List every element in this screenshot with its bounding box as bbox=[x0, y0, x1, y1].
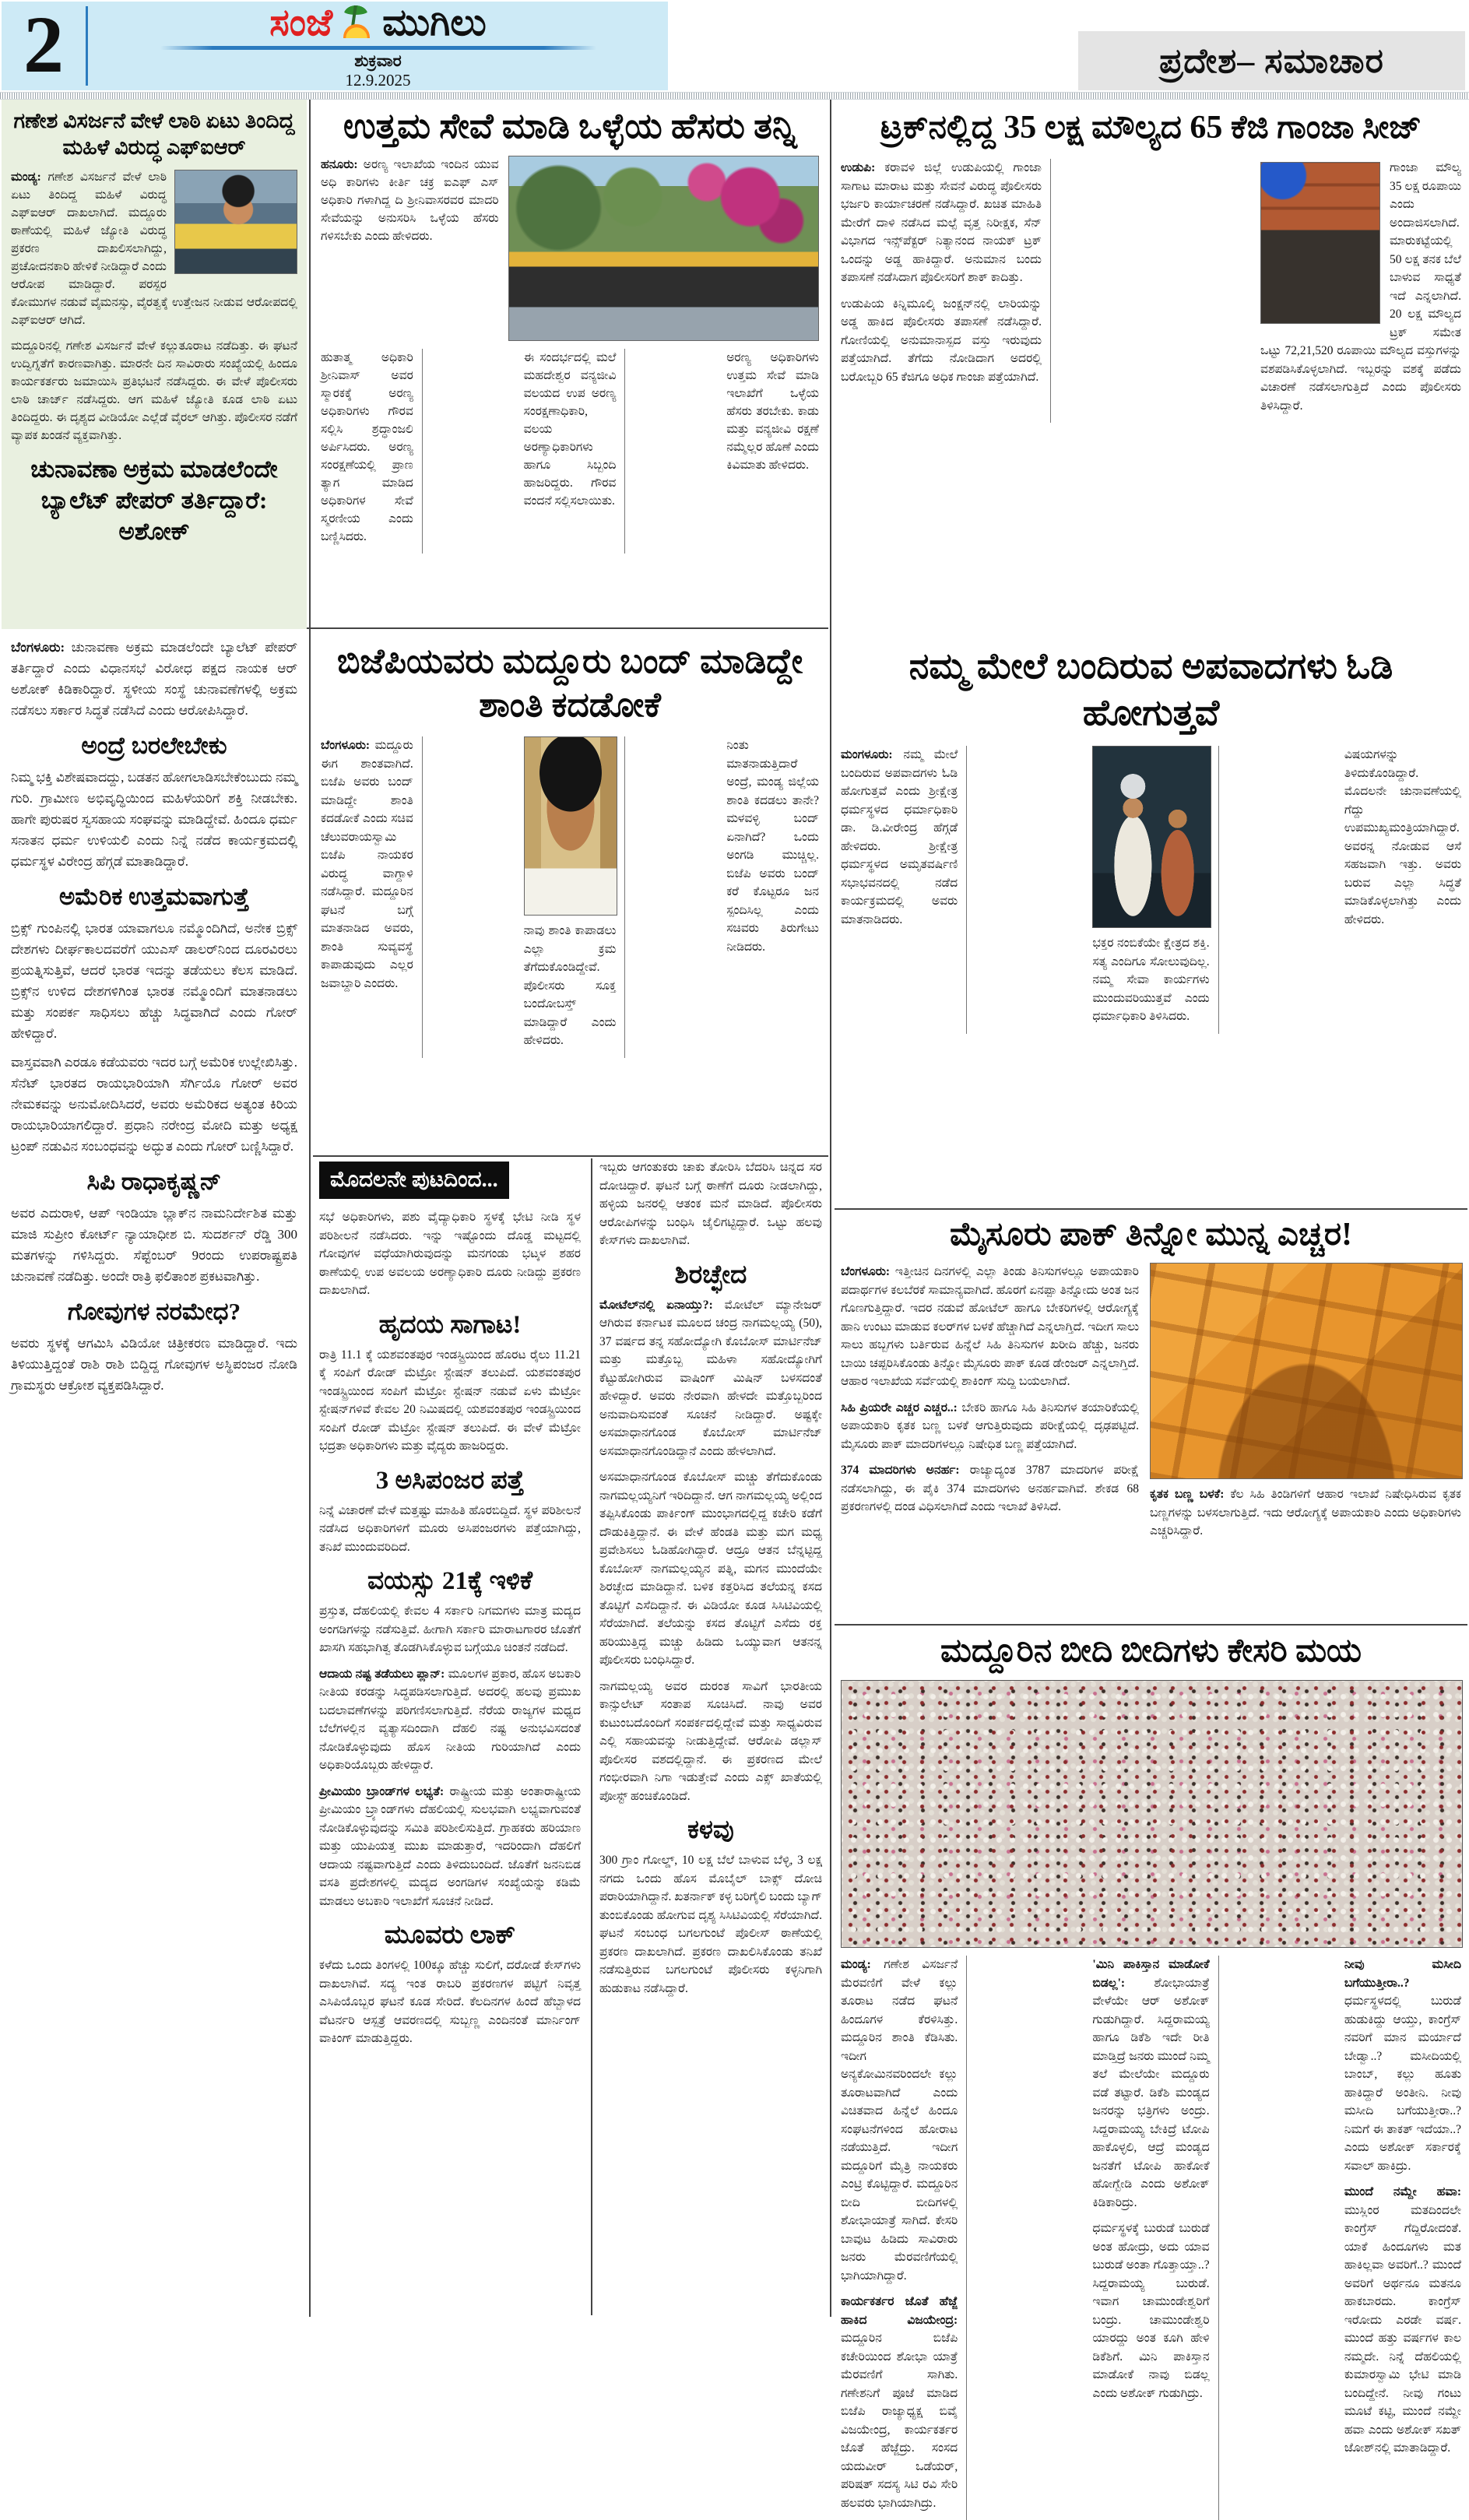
article-mpak-headline: ಮೈಸೂರು ಪಾಕ್ ತಿನ್ನೋ ಮುನ್ನ ಎಚ್ಚರ! bbox=[949, 1217, 1353, 1253]
cont2-head-age: ವಯಸ್ಸು 21ಕ್ಕೆ ಇಳಿಕೆ bbox=[367, 1567, 533, 1595]
mpak-inline-head-warning: ಸಿಹಿ ಪ್ರಿಯರೇ ಎಚ್ಚರ ಎಚ್ಚರ..: bbox=[841, 1401, 958, 1415]
cont2-body-4: ಮೂಲಗಳ ಪ್ರಕಾರ, ಹೊಸ ಅಬಕಾರಿ ನೀತಿಯ ಕರಡನ್ನು ಸಿದ್ಧಪಡಿಸಲಾಗುತ್ತಿದೆ. ಅದರಲ್ಲಿ ಹಲವು ಪ್ರಮುಖ ಬದಲಾವಣೆಗಳನ್ನು ಪರಿಗಣಿಸಲಾಗುತ್ತಿದೆ. ನೆರೆಯ ರಾಜ್ಯಗಳ ಮಧ್ಯದ ಬೆಲೆಗಳಲ್ಲಿನ ವ್ಯತ್ಯಾಸದಿಂದಾಗಿ ದೆಹಲಿ ನಷ್ಟ ಅನುಭವಿಸದಂತೆ ನೋಡಿಕೊಳ್ಳುವುದು ಹೊಸ ನೀತಿಯ ಗುರಿಯಾಗಿದೆ ಎಂದು ಅಧಿಕಾರಿಯೊಬ್ಬರು ಹೇಳಿದ್ದಾರೆ. bbox=[319, 1667, 582, 1772]
article-mpak-body-2: ಬೇಕರಿ ಹಾಗೂ ಸಿಹಿ ತಿನಿಸುಗಳ ತಯಾರಿಕೆಯಲ್ಲಿ ಅಪಾಯಕಾರಿ ಕೃತಕ ಬಣ್ಣ ಬಳಕೆ ಆಗುತ್ತಿರುವುದು ಪರೀಕ್ಷೆಯಲ್ಲಿ ದೃಢಪಟ್ಟಿದೆ. ಮೈಸೂರು ಪಾಕ್ ಮಾದರಿಗಳಲ್ಲೂ ನಿಷೇಧಿತ ಬಣ್ಣ ಪತ್ತೆಯಾಗಿದೆ. bbox=[841, 1401, 1139, 1451]
heggade-event-photo bbox=[1092, 746, 1211, 928]
article-seva-col-1: ಹುತಾತ್ಮ ಅಧಿಕಾರಿ ಶ್ರೀನಿವಾಸ್ ಅವರ ಸ್ಮಾರಕಕ್ಕೆ ಅರಣ್ಯ ಅಧಿಕಾರಿಗಳು ಗೌರವ ಸಲ್ಲಿಸಿ ಶ್ರದ್ಧಾಂಜಲಿ ಅರ್ಪಿಸಿದರು. ಅರಣ್ಯ ಸಂರಕ್ಷಣೆಯಲ್ಲಿ ಪ್ರಾಣ ತ್ಯಾಗ ಮಾಡಿದ ಅಧಿಕಾರಿಗಳ ಸೇವೆ ಸ್ಮರಣೀಯ ಎಂದು ಬಣ್ಣಿಸಿದರು. bbox=[321, 351, 413, 543]
article-ganja-body-1: ಕರಾವಳಿ ಜಿಲ್ಲೆ ಉಡುಪಿಯಲ್ಲಿ ಗಾಂಜಾ ಸಾಗಾಟ ಮಾರಾಟ ಮತ್ತು ಸೇವನೆ ವಿರುದ್ಧ ಪೊಲೀಸರು ಭರ್ಜರಿ ಕಾರ್ಯಾಚರಣೆ ನಡೆಸಿದ್ದಾರೆ. ಖಚಿತ ಮಾಹಿತಿ ಮೇರೆಗೆ ದಾಳಿ ನಡೆಸಿದ ಮಲ್ಪೆ ವೃತ್ತ ನಿರೀಕ್ಷಕ, ಸೆನ್ ವಿಭಾಗದ ಇನ್ಸ್‌ಪೆಕ್ಟರ್ ನಿತ್ಯಾನಂದ ನಾಯಕ್ ಟ್ರಕ್ ಒಂದನ್ನು ಅಡ್ಡ ಹಾಕಿದ್ದಾರೆ. ಅನುಮಾನ ಬಂದು ತಪಾಸಣೆ ನಡೆಸಿದಾಗ ಪೊಲೀಸರಿಗೆ ಶಾಕ್ ಕಾದಿತ್ತು. bbox=[841, 161, 1042, 284]
brief-cp-headline: ಸಿಪಿ ರಾಧಾಕೃಷ್ಣನ್ bbox=[86, 1168, 222, 1195]
mpak-inline-head-374: 374 ಮಾದರಿಗಳು ಅನರ್ಹ: bbox=[841, 1464, 960, 1477]
cont2-head-lock: ಮೂವರು ಲಾಕ್ bbox=[384, 1921, 516, 1949]
weekday: ಶುಕ್ರವಾರ bbox=[354, 51, 402, 70]
article-heggade-col-2: ಭಕ್ತರ ನಂಬಿಕೆಯೇ ಕ್ಷೇತ್ರದ ಶಕ್ತಿ. ಸತ್ಯ ಎಂದಿಗೂ ಸೋಲುವುದಿಲ್ಲ. ನಮ್ಮ ಸೇವಾ ಕಾರ್ಯಗಳು ಮುಂದುವರಿಯುತ್ತವೆ ಎಂದು ಧರ್ಮಾಧಿಕಾರಿ ತಿಳಿಸಿದರು. bbox=[1092, 937, 1210, 1023]
article-mpak-body-3: ರಾಜ್ಯಾದ್ಯಂತ 3787 ಮಾದರಿಗಳ ಪರೀಕ್ಷೆ ನಡೆಸಲಾಗಿದ್ದು, ಈ ಪೈಕಿ 374 ಮಾದರಿಗಳು ಅನರ್ಹವಾಗಿವೆ. ಶೇಕಡ 68 ಪ್ರಕರಣಗಳಲ್ಲಿ ದಂಡ ವಿಧಿಸಲಾಗಿದೆ ಎಂದು ಇಲಾಖೆ ತಿಳಿಸಿದೆ. bbox=[841, 1464, 1139, 1513]
article-seva-dateline: ಹನೂರು: bbox=[321, 158, 358, 171]
article-bjp-bandh bbox=[313, 632, 827, 1155]
article-mpak-dateline: ಬೆಂಗಳೂರು: bbox=[841, 1265, 891, 1278]
article-fir bbox=[2, 100, 307, 629]
article-ballot-dateline: ಬೆಂಗಳೂರು: bbox=[11, 640, 65, 655]
column-rule-left bbox=[309, 100, 311, 2317]
cont2-body-1: ರಾತ್ರಿ 11.1 ಕ್ಕೆ ಯಶವಂತಪುರ ಇಂಡಸ್ಟ್ರಿಯಿಂದ ಹೊರಟ ರೈಲು 11.21 ಕ್ಕೆ ಸಂಪಿಗೆ ರೋಡ್ ಮೆಟ್ರೋ ಸ್ಟೇಷನ್ ತಲುಪಿದೆ. ಯಶವಂತಪುರ ಇಂಡಸ್ಟ್ರಿಯಿಂದ ಸಂಪಿಗೆ ಮೆಟ್ರೋ ಸ್ಟೇಷನ್ ನಡುವೆ ಏಳು ಮೆಟ್ರೋ ಸ್ಟೇಷನ್‌ಗಳಿವೆ ಕೇವಲ 20 ನಿಮಿಷದಲ್ಲಿ ಯಶವಂತಪುರ ಇಂಡಸ್ಟ್ರಿಯಿಂದ ಸಂಪಿಗೆ ರೋಡ್ ಮೆಟ್ರೋ ಸ್ಟೇಷನ್ ತಲುಪಿದೆ. ಈ ವೇಳೆ ಮೆಟ್ರೋ ಭದ್ರತಾ ಅಧಿಕಾರಿಗಳು ಮತ್ತು ವೈದ್ಯರು ಹಾಜರಿದ್ದರು. bbox=[319, 1348, 581, 1453]
brief-cow-headline: ಗೋವುಗಳ ನರಮೇಧ? bbox=[67, 1298, 241, 1325]
section-rule-3 bbox=[835, 1208, 1467, 1210]
article-bjp-col-2: ನಾವು ಶಾಂತಿ ಕಾಪಾಡಲು ಎಲ್ಲಾ ಕ್ರಮ ತೆಗೆದುಕೊಂಡಿದ್ದೇವೆ. ಪೊಲೀಸರು ಸೂಕ್ತ ಬಂದೋಬಸ್ತ್ ಮಾಡಿದ್ದಾರೆ ಎಂದು ಹೇಳಿದರು. bbox=[523, 924, 617, 1047]
article-heggade-headline: ನಮ್ಮ ಮೇಲೆ ಬಂದಿರುವ ಅಪವಾದಗಳು ಓಡಿ ಹೋಗುತ್ತವೆ bbox=[908, 646, 1393, 733]
article-kesari-col3b: ಮುಸ್ಲಿಂರ ಮತದಿಂದಲೇ ಕಾಂಗ್ರೆಸ್ ಗೆದ್ದಿರೋದಂತೆ. ಯಾಕೆ ಹಿಂದೂಗಳು ಮತ ಹಾಕಿಲ್ಲವಾ ಅವರಿಗೆ..? ಮುಂದೆ ಅವರಿಗೆ ಅರ್ಥನೂ ಮತನೂ ಹಾಕಬಾರದು. ಕಾಂಗ್ರೆಸ್ ಇರೋದು ಎರಡೇ ವರ್ಷ. ಮುಂದೆ ಹತ್ತು ವರ್ಷಗಳ ಕಾಲ ನಮ್ಮದೇ. ನಿನ್ನೆ ದೆಹಲಿಯಲ್ಲಿ ಕುಮಾರಸ್ವಾಮಿ ಭೇಟಿ ಮಾಡಿ ಬಂದಿದ್ದೇನೆ. ನೀವು ಗಂಟು ಮೂಟೆ ಕಟ್ಟಿ, ಮುಂದೆ ನಮ್ದೇ ಹವಾ ಎಂದು ಅಶೋಕ್ ಸಖತ್ ಜೋಶ್‌ನಲ್ಲಿ ಮಾತಾಡಿದ್ದಾರೆ. bbox=[1344, 2203, 1462, 2455]
article-seva-lead: ಅರಣ್ಯ ಇಲಾಖೆಯ ಇಂದಿನ ಯುವ ಅಧಿ ಕಾರಿಗಳು ಕೀರ್ತಿ ಚಕ್ರ ಐಎಫ್ ಎಸ್ ಅಧಿಕಾರಿ ಗಳಾಗಿದ್ದ ದಿ ಶ್ರೀನಿವಾಸರವರ ಮಾದರಿ ಸೇವೆಯನ್ನು ಅನುಸರಿಸಿ ಒಳ್ಳೆಯ ಹೆಸರು ಗಳಿಸಬೇಕು ಎಂದು ಹೇಳಿದರು. bbox=[321, 158, 499, 243]
brief-cow-body: ಅವರು ಸ್ಥಳಕ್ಕೆ ಆಗಮಿಸಿ ವಿಡಿಯೋ ಚಿತ್ರೀಕರಣ ಮಾಡಿದ್ದಾರೆ. ಇದು ತಿಳಿಯುತ್ತಿದ್ದಂತೆ ರಾಶಿ ರಾಶಿ ಬಿದ್ದಿದ್ದ ಗೋವುಗಳ ಅಸ್ಥಿಪಂಜರ ನೋಡಿ ಗ್ರಾಮಸ್ಥರು ಆಕ್ರೋಶ ವ್ಯಕ್ತಪಡಿಸಿದ್ದಾರೆ. bbox=[11, 1336, 297, 1393]
article-ganja bbox=[835, 100, 1467, 627]
kesari-inline-head-vijayendra: ಕಾರ್ಯಕರ್ತರ ಜೊತೆ ಹೆಜ್ಜೆ ಹಾಕಿದ ವಿಜಯೇಂದ್ರ: bbox=[841, 2295, 958, 2327]
cont2-body-2: ನಿನ್ನೆ ವಿಚಾರಣೆ ವೇಳೆ ಮತ್ತಷ್ಟು ಮಾಹಿತಿ ಹೊರಬಿದ್ದಿದೆ. ಸ್ಥಳ ಪರಿಶೀಲನೆ ನಡೆಸಿದ ಅಧಿಕಾರಿಗಳಿಗೆ ಮೂರು ಅಸಿಪಂಜರಗಳು ಪತ್ತೆಯಾಗಿದ್ದು, ತನಿಖೆ ಮುಂದುವರಿದಿದೆ. bbox=[319, 1503, 581, 1554]
continuation-column-3 bbox=[595, 1158, 827, 2315]
from-first-page-banner: ಮೊದಲನೇ ಪುಟದಿಂದ... bbox=[319, 1162, 509, 1199]
article-seva-headline: ಉತ್ತಮ ಸೇವೆ ಮಾಡಿ ಒಳ್ಳೆಯ ಹೆಸರು ತನ್ನಿ bbox=[343, 107, 797, 146]
memorial-tribute-photo bbox=[508, 156, 819, 341]
article-kesari-col2a: ಶೋಭಾಯಾತ್ರೆ ವೇಳೆಯೇ ಆರ್ ಅಶೋಕ್ ಗುಡುಗಿದ್ದಾರೆ. ಸಿದ್ದರಾಮಯ್ಯ ಹಾಗೂ ಡಿಕೆಶಿ ಇದೇ ರೀತಿ ಮಾಡ್ತಿದ್ರೆ ಜನರು ಮುಂದೆ ನಿಮ್ಮ ತಲೆ ಮೇಲೆಯೇ ಮದ್ದೂರು ವಡೆ ತಟ್ಟಾರೆ. ಡಿಕೆಶಿ ಮಂಡ್ಯದ ಜನರನ್ನು ಭತ್ರಿಗಳು ಅಂದ್ರು. ಸಿದ್ದರಾಮಯ್ಯ ಬೇಕಿದ್ರೆ ಟೋಪಿ ಹಾಕೊಳ್ಳಲಿ, ಆದ್ರೆ ಮಂಡ್ಯದ ಜನತೆಗೆ ಟೋಪಿ ಹಾಕೋಕೆ ಹೋಗ್ಬೇಡಿ ಎಂದು ಅಶೋಕ್ ಕಿಡಿಕಾರಿದ್ರು. bbox=[1092, 1976, 1210, 2209]
article-heggade-col-3: ವಿಷಯಗಳನ್ನು ತಿಳಿದುಕೊಂಡಿದ್ದಾರೆ. ಮೊದಲನೇ ಚುನಾವಣೆಯಲ್ಲಿ ಗೆದ್ದು ಉಪಮುಖ್ಯಮಂತ್ರಿಯಾಗಿದ್ದಾರೆ. ಅವರನ್ನ ನೋಡುವ ಆಸೆ ಸಹಜವಾಗಿ ಇತ್ತು. ಅವರು ಬರುವ ಎಲ್ಲಾ ಸಿದ್ಧತೆ ಮಾಡಿಕೊಳ್ಳಲಾಗಿತ್ತು ಎಂದು ಹೇಳಿದರು. bbox=[1344, 748, 1462, 926]
brief-america-body-1: ಬ್ರಿಕ್ಸ್ ಗುಂಪಿನಲ್ಲಿ ಭಾರತ ಯಾವಾಗಲೂ ನಮ್ಮೊಂದಿಗಿದೆ, ಅನೇಕ ಬ್ರಿಕ್ಸ್ ದೇಶಗಳು ದೀರ್ಘಕಾಲದವರೆಗೆ ಯುಎಸ್ ಡಾಲರ್‌ನಿಂದ ದೂರವಿರಲು ಪ್ರಯತ್ನಿಸುತ್ತಿವೆ, ಆದರೆ ಭಾರತ ಇದನ್ನು ತಡೆಯಲು ಕೆಲಸ ಮಾಡಿದೆ. ಬ್ರಿಕ್ಸ್‌ನ ಉಳಿದ ದೇಶಗಳಿಗಿಂತ ಭಾರತ ನಮ್ಮೊಂದಿಗೆ ಮಾತನಾಡಲು ಮತ್ತು ಸಂಪರ್ಕ ಸಾಧಿಸಲು ಹೆಚ್ಚು ಸಿದ್ಧವಾಗಿದೆ ಎಂದು ಗೋರ್ ಹೇಳಿದ್ದಾರೆ. bbox=[11, 921, 297, 1041]
masthead-bar bbox=[2, 2, 668, 90]
section-title: ಪ್ರದೇಶ– ಸಮಾಚಾರ bbox=[1078, 31, 1465, 90]
mysore-pak-sweets-photo bbox=[1150, 1263, 1463, 1479]
article-bjp-dateline: ಬೆಂಗಳೂರು: bbox=[321, 739, 371, 752]
masthead-title bbox=[269, 3, 486, 44]
article-ganja-dateline: ಉಡುಪಿ: bbox=[841, 161, 876, 174]
cont2-inline-head-premium: ಪ್ರೀಮಿಯಂ ಬ್ರಾಂಡ್‌ಗಳ ಲಭ್ಯತೆ: bbox=[319, 1784, 445, 1798]
article-ganja-headline: ಟ್ರಕ್‌ನಲ್ಲಿದ್ದ 35 ಲಕ್ಷ ಮೌಲ್ಯದ 65 ಕೆಜಿ ಗಾಂಜಾ ಸೀಜ್ bbox=[880, 110, 1422, 146]
cont2-body-6: ಕಳೆದು ಒಂದು ತಿಂಗಳಲ್ಲಿ 100ಕ್ಕೂ ಹೆಚ್ಚು ಸುಲಿಗೆ, ದರೋಡೆ ಕೇಸ್‌ಗಳು ದಾಖಲಾಗಿವೆ. ಸದ್ಯ ಇಂತ ರಾಬರಿ ಪ್ರಕರಣಗಳ ಪಟ್ಟಿಗೆ ನಿವೃತ್ತ ಎಸಿಪಿಯೊಬ್ಬರ ಘಟನೆ ಕೂಡ ಸೇರಿದೆ. ಕೆಲದಿನಗಳ ಹಿಂದೆ ಹೆಬ್ಬಾಳದ ವೆಟರ್ನರಿ ಆಸ್ಪತ್ರೆ ಆವರಣದಲ್ಲಿ ಸುಬ್ಬಣ್ಣ ಎಂದಿನಂತೆ ಮಾರ್ನಿಂಗ್ ವಾಕಿಂಗ್ ಮಾಡುತ್ತಿದ್ದರು. bbox=[319, 1959, 581, 2045]
cont3-body-0: ಇಬ್ಬರು ಆಗಂತುಕರು ಚಾಕು ತೋರಿಸಿ ಬೆದರಿಸಿ ಚಿನ್ನದ ಸರ ದೋಚಿದ್ದಾರೆ. ಘಟನೆ ಬಗ್ಗೆ ಠಾಣೆಗೆ ದೂರು ನೀಡಲಾಗಿದ್ದು, ಹಳ್ಳಿಯ ಜನರಲ್ಲಿ ಆತಂಕ ಮನೆ ಮಾಡಿದೆ. ಪೊಲೀಸರು ಆರೋಪಿಗಳನ್ನು ಬಂಧಿಸಿ ಜೈಲಿಗಟ್ಟಿದ್ದಾರೆ. ಒಟ್ಟು ಹಲವು ಕೇಸ್‌ಗಳು ದಾಖಲಾಗಿವೆ. bbox=[599, 1161, 822, 1247]
cont2-head-skeletons: 3 ಅಸಿಪಂಜರ ಪತ್ತೆ bbox=[375, 1466, 525, 1495]
minister-portrait-photo bbox=[524, 736, 618, 916]
article-kesari-headline: ಮದ್ದೂರಿನ ಬೀದಿ ಬೀದಿಗಳು ಕೇಸರಿ ಮಯ bbox=[940, 1633, 1362, 1669]
article-mpak-body-4: ಕೆಲ ಸಿಹಿ ತಿಂಡಿಗಳಿಗೆ ಆಹಾರ ಇಲಾಖೆ ನಿಷೇಧಿಸಿರುವ ಕೃತಕ ಬಣ್ಣಗಳನ್ನು ಬಳಸಲಾಗುತ್ತಿದೆ. ಇದು ಆರೋಗ್ಯಕ್ಕೆ ಅಪಾಯಕಾರಿ ಎಂದು ಅಧಿಕಾರಿಗಳು ಎಚ್ಚರಿಸಿದ್ದಾರೆ. bbox=[1150, 1488, 1461, 1538]
section-rule-4 bbox=[835, 1624, 1467, 1626]
brief-america-body-2: ವಾಸ್ತವವಾಗಿ ಎರಡೂ ಕಡೆಯವರು ಇದರ ಬಗ್ಗೆ ಅಮೆರಿಕ ಉಲ್ಲೇಖಿಸಿತ್ತು. ಸೆನೆಟ್ ಭಾರತದ ರಾಯಭಾರಿಯಾಗಿ ಸೆರ್ಗಿಯೊ ಗೋರ್ ಅವರ ನೇಮಕವನ್ನು ಅನುಮೋದಿಸಿದರೆ, ಅವರು ಅಮೆರಿಕದ ಅತ್ಯಂತ ಕಿರಿಯ ರಾಯಭಾರಿಯಾಗಲಿದ್ದಾರೆ. ಪ್ರಧಾನಿ ನರೇಂದ್ರ ಮೋದಿ ಮತ್ತು ಅಧ್ಯಕ್ಷ ಟ್ರಂಪ್ ನಡುವಿನ ಸಂಬಂಧವನ್ನು ಅದ್ಭುತ ಎಂದು ಗೋರ್ ಬಣ್ಣಿಸಿದ್ದಾರೆ. bbox=[11, 1055, 297, 1154]
article-ballot-headline: ಚುನಾವಣಾ ಅಕ್ರಮ ಮಾಡಲೆಂದೇ ಬ್ಯಾಲೆಟ್ ಪೇಪರ್ ತರ್ತಿದ್ದಾರೆ: ಅಶೋಕ್ bbox=[30, 455, 278, 545]
cont3-inline-head-motel: ಮೋಟೆಲ್‌ನಲ್ಲಿ ಏನಾಯ್ತು?: bbox=[599, 1298, 713, 1312]
cont2-body-0: ಸಭೆ ಅಧಿಕಾರಿಗಳು, ಪಶು ವೈದ್ಯಾಧಿಕಾರಿ ಸ್ಥಳಕ್ಕೆ ಭೇಟಿ ನೀಡಿ ಸ್ಥಳ ಪರಿಶೀಲನೆ ನಡೆಸಿದರು. ಇನ್ನು ಇಷ್ಟೊಂದು ದೊಡ್ಡ ಮಟ್ಟದಲ್ಲಿ ಗೋವುಗಳ ವಧೆಯಾಗಿರುವುದನ್ನು ಮನಗಂಡು ಭಟ್ಕಳ ಶಹರ ಠಾಣೆಯಲ್ಲಿ ಉಪ ಅವಲಯ ಅರಣ್ಯಾಧಿಕಾರಿ ದೂರು ನೀಡಿದ್ದು ಪ್ರಕರಣ ದಾಖಲಾಗಿದೆ. bbox=[319, 1211, 581, 1297]
cont2-head-heart: ಹೃದಯ ಸಾಗಾಟ! bbox=[378, 1310, 522, 1339]
column-rule-right bbox=[830, 100, 831, 2317]
left-column-briefs bbox=[2, 632, 307, 2317]
section-rule-2 bbox=[313, 1155, 828, 1157]
article-bjp-col-3: ನಿಂತು ಮಾತನಾಡುತ್ತಿದಾರೆ ಅಂದ್ರೆ, ಮಂಡ್ಯ ಜಿಲ್ಲೆಯ ಶಾಂತಿ ಕದಡಲು ತಾನೇ? ಮಳವಳ್ಳಿ ಬಂದ್ ಏನಾಗಿದೆ? ಒಂದು ಅಂಗಡಿ ಮುಚ್ಚಿಲ್ಲ. ಬಿಜೆಪಿ ಅವರು ಬಂದ್ ಕರೆ ಕೊಟ್ಟರೂ ಜನ ಸ್ಪಂದಿಸಿಲ್ಲ ಎಂದು ಸಚಿವರು ತಿರುಗೇಟು ನೀಡಿದರು. bbox=[726, 739, 819, 954]
saffron-rally-crowd-photo bbox=[841, 1680, 1463, 1948]
cont2-inline-head-plan: ಆದಾಯ ನಷ್ಟ ತಡೆಯಲು ಪ್ಲಾನ್: bbox=[319, 1667, 445, 1681]
brief-america-headline: ಅಮೆರಿಕ ಉತ್ತಮವಾಗುತ್ತೆ bbox=[58, 883, 250, 910]
article-kesari-col1a: ಗಣೇಶ ವಿಸರ್ಜನೆ ಮೆರವಣಿಗೆ ವೇಳೆ ಕಲ್ಲು ತೂರಾಟ ನಡೆದ ಘಟನೆ ಹಿಂದೂಗಳ ಕೆರಳಿಸಿತ್ತು. ಮದ್ದೂರಿನ ಶಾಂತಿ ಕೆಡಿಸಿತು. ಇದೀಗ ಅನ್ಯಕೋಮಿನವರಿಂದಲೇ ಕಲ್ಲು ತೂರಾಟವಾಗಿದೆ ಎಂದು ವಿಚಿತವಾದ ಹಿನ್ನೆಲೆ ಹಿಂದೂ ಸಂಘಟನೆಗಳಿಂದ ಹೋರಾಟ ನಡೆಯುತ್ತಿದೆ. ಇದೀಗ ಮದ್ದೂರಿಗೆ ಮೈತ್ರಿ ನಾಯಕರು ಎಂಟ್ರಿ ಕೊಟ್ಟಿದ್ದಾರೆ. ಮದ್ದೂರಿನ ಬೀದಿ ಬೀದಿಗಳಲ್ಲಿ ಶೋಭಾಯಾತ್ರೆ ಸಾಗಿದೆ. ಕೇಸರಿ ಬಾವುಟ ಹಿಡಿದು ಸಾವಿರಾರು ಜನರು ಮೆರವಣಿಗೆಯಲ್ಲಿ ಭಾಗಿಯಾಗಿದ್ದಾರೆ. bbox=[841, 1958, 958, 2283]
article-bjp-headline: ಬಿಜೆಪಿಯವರು ಮದ್ದೂರು ಬಂದ್ ಮಾಡಿದ್ದೇ ಶಾಂತಿ ಕದಡೋಕೆ bbox=[336, 642, 803, 724]
article-fir-dateline: ಮಂಡ್ಯ: bbox=[11, 170, 41, 184]
masthead-word-red: ಸಂಜೆ bbox=[269, 2, 333, 44]
cont3-head-beheading: ಶಿರಚ್ಛೇದ bbox=[674, 1260, 747, 1289]
mpak-inline-head-color: ಕೃತಕ ಬಣ್ಣ ಬಳಕೆ: bbox=[1150, 1488, 1225, 1501]
kesari-inline-head-hava: ಮುಂದೆ ನಮ್ದೇ ಹವಾ: bbox=[1344, 2185, 1462, 2198]
cont3-body-3: ನಾಗಮಲ್ಲಯ್ಯ ಅವರ ದುರಂತ ಸಾವಿಗೆ ಭಾರತೀಯ ಕಾನ್ಸುಲೇಟ್ ಸಂತಾಪ ಸೂಚಿಸಿದೆ. ನಾವು ಅವರ ಕುಟುಂಬದೊಂದಿಗೆ ಸಂಪರ್ಕದಲ್ಲಿದ್ದೇವೆ ಮತ್ತು ಸಾಧ್ಯವಿರುವ ಎಲ್ಲಿ ಸಹಾಯವನ್ನು ನೀಡುತ್ತಿದ್ದೇವೆ. ಆರೋಪಿ ಡಲ್ಲಾಸ್ ಪೊಲೀಸರ ವಶದಲ್ಲಿದ್ದಾನೆ. ಈ ಪ್ರಕರಣದ ಮೇಲೆ ಗಂಭೀರವಾಗಿ ನಿಗಾ ಇಡುತ್ತೇವೆ ಎಂದು ಎಕ್ಸ್ ಖಾತೆಯಲ್ಲಿ ಪೋಸ್ಟ್ ಹಂಚಿಕೊಂಡಿದೆ. bbox=[599, 1679, 822, 1803]
kesari-inline-head-masjid: ನೀವು ಮಸೀದಿ ಬಗೆಯುತ್ತೀರಾ..? bbox=[1344, 1958, 1462, 1990]
article-kesari-col2b: ಧರ್ಮಸ್ಥಳಕ್ಕೆ ಬುರುಡೆ ಬುರುಡೆ ಅಂತ ಹೋದ್ರು, ಅದು ಯಾವ ಬುರುಡೆ ಅಂತಾ ಗೊತ್ತಾಯ್ತಾ..? ಸಿದ್ದರಾಮಯ್ಯ ಬುರುಡೆ. ಇವಾಗ ಚಾಮುಂಡೇಶ್ವರಿಗೆ ಬಂದ್ರು. ಚಾಮುಂಡೇಶ್ವರಿ ಯಾರದ್ದು ಅಂತ ಕೂಗಿ ಹೇಳಿ ಡಿಕೆಶಿಗೆ. ಮಿನಿ ಪಾಕಿಸ್ತಾನ ಮಾಡೋಕೆ ನಾವು ಬಿಡಲ್ಲ ಎಂದು ಅಶೋಕ್ ಗುಡುಗಿದ್ರು. bbox=[1092, 2222, 1210, 2400]
kesari-inline-head-minipak: 'ಮಿನಿ ಪಾಕಿಸ್ತಾನ ಮಾಡೋಕೆ ಬಿಡಲ್ಲ': bbox=[1092, 1958, 1210, 1990]
column-rule-middle bbox=[591, 1158, 592, 2315]
article-fir-headline: ಗಣೇಶ ವಿಸರ್ಜನೆ ವೇಳೆ ಲಾಠಿ ಏಟು ತಿಂದಿದ್ದ ಮಹಿಳೆ ವಿರುದ್ಧ ಎಫ್‌ಐಆರ್ bbox=[13, 109, 295, 159]
article-ballot-body: ಚುನಾವಣಾ ಅಕ್ರಮ ಮಾಡಲೆಂದೇ ಬ್ಯಾಲೆಟ್ ಪೇಪರ್ ತರ್ತಿದ್ದಾರೆ ಎಂದು ವಿಧಾನಸಭೆ ವಿರೋಧ ಪಕ್ಷದ ನಾಯಕ ಆರ್ ಅಶೋಕ್ ಕಿಡಿಕಾರಿದ್ದಾರೆ. ಸ್ಥಳೀಯ ಸಂಸ್ಥೆ ಚುನಾವಣೆಗಳಲ್ಲಿ ಅಕ್ರಮ ನಡೆಸಲು ಸರ್ಕಾರ ಸಿದ್ಧತೆ ನಡೆಸಿದೆ ಎಂದು ಆರೋಪಿಸಿದ್ದಾರೆ. bbox=[11, 640, 298, 718]
continuation-column-2 bbox=[313, 1158, 587, 2315]
cont3-body-4: 300 ಗ್ರಾಂ ಗೋಲ್ಡ್, 10 ಲಕ್ಷ ಬೆಲೆ ಬಾಳುವ ಬೆಳ್ಳಿ, 3 ಲಕ್ಷ ನಗದು ಒಂದು ಹೊಸ ಮೊಬೈಲ್ ಬಾಕ್ಸ್ ದೋಚಿ ಪರಾರಿಯಾಗಿದ್ದಾನೆ. ಖತರ್ನಾಕ್ ಕಳ್ಳ ಬರಿಗೈಲಿ ಬಂದು ಬ್ಯಾಗ್ ತುಂಬಿಕೊಂಡು ಹೋಗುವ ದೃಶ್ಯ ಸಿಸಿಟಿವಿಯಲ್ಲಿ ಸೆರೆಯಾಗಿದೆ. ಘಟನೆ ಸಂಬಂಧ ಬಗಲಗುಂಟೆ ಪೊಲೀಸ್ ಠಾಣೆಯಲ್ಲಿ ಪ್ರಕರಣ ದಾಖಲಾಗಿದೆ. ಪ್ರಕರಣ ದಾಖಲಿಸಿಕೊಂಡು ತನಿಖೆ ನಡೆಸುತ್ತಿರುವ ಬಗಲಗುಂಟೆ ಪೊಲೀಸರು ಕಳ್ಳನಿಗಾಗಿ ಹುಡುಕಾಟ ನಡೆಸಿದ್ದಾರೆ. bbox=[599, 1854, 822, 1995]
cont3-body-1: ಮೋಟೆಲ್ ಮ್ಯಾನೇಜರ್ ಆಗಿರುವ ಕರ್ನಾಟಕ ಮೂಲದ ಚಂದ್ರ ನಾಗಮಲ್ಲಯ್ಯ (50), 37 ವರ್ಷದ ತನ್ನ ಸಹೋದ್ಯೋಗಿ ಕೊಬೋಸ್ ಮಾರ್ಟಿನೆಜ್ ಮತ್ತು ಮತ್ತೊಬ್ಬ ಮಹಿಳಾ ಸಹೋದ್ಯೋಗಿಗೆ ಕೆಟ್ಟುಹೋಗಿರುವ ವಾಷಿಂಗ್ ಮಿಷಿನ್ ಬಳಸದಂತೆ ಹೇಳಿದ್ದಾರೆ. ಅವರು ನೇರವಾಗಿ ಹೇಳದೇ ಮತ್ತೊಬ್ಬರಿಂದ ಅನುವಾದಿಸುವಂತೆ ಸೂಚನೆ ನೀಡಿದ್ದಾರೆ. ಅಷ್ಟಕ್ಕೇ ಅಸಮಾಧಾನಗೊಂಡ ಕೊಬೋಸ್ ಮಾರ್ಟಿನೆಜ್ ಅಸಮಾಧಾನಗೊಂಡಿದ್ದಾನೆ ಎಂದು ಹೇಳಲಾಗಿದೆ. bbox=[599, 1298, 822, 1458]
cont2-body-3: ಪ್ರಸ್ತುತ, ದೆಹಲಿಯಲ್ಲಿ ಕೇವಲ 4 ಸರ್ಕಾರಿ ನಿಗಮಗಳು ಮಾತ್ರ ಮದ್ಯದ ಅಂಗಡಿಗಳನ್ನು ನಡೆಸುತ್ತಿವೆ. ಹೀಗಾಗಿ ಸರ್ಕಾರಿ ಮಾರಾಟಗಾರರ ಜೊತೆಗೆ ಖಾಸಗಿ ಸಹಭಾಗಿತ್ವ ತೊಡಗಿಸಿಕೊಳ್ಳುವ ಬಗ್ಗೆಯೂ ಚಿಂತನೆ ನಡೆದಿದೆ. bbox=[319, 1604, 581, 1654]
cont3-body-2: ಅಸಮಾಧಾನಗೊಂಡ ಕೊಬೋಸ್ ಮಚ್ಚು ತೆಗೆದುಕೊಂಡು ನಾಗಮಲ್ಲಯ್ಯನಿಗೆ ಇರಿದಿದ್ದಾನೆ. ಆಗ ನಾಗಮಲ್ಲಯ್ಯ ಅಲ್ಲಿಂದ ತಪ್ಪಿಸಿಕೊಂಡು ಪಾರ್ಕಿಂಗ್ ಮುಂಭಾಗದಲ್ಲಿದ್ದ ಕಚೇರಿ ಕಡೆಗೆ ದೌಡುಕಿತ್ತಿದ್ದಾನೆ. ಈ ವೇಳೆ ಹೆಂಡತಿ ಮತ್ತು ಮಗ ಮಧ್ಯ ಪ್ರವೇಶಿಸಲು ಓಡಿಹೋಗಿದ್ದಾರೆ. ಆದ್ರೂ ಆತನ ಬೆನ್ನಟ್ಟಿದ್ದ ಕೊಬೋಸ್ ನಾಗಮಲ್ಲಯ್ಯನ ಪತ್ನಿ, ಮಗನ ಮುಂದೆಯೇ ಶಿರಚ್ಛೇದ ಮಾಡಿದ್ದಾನೆ. ಬಳಿಕ ಕತ್ತರಿಸಿದ ತಲೆಯನ್ನ ಕಸದ ತೊಟ್ಟಿಗೆ ಎಸೆದಿದ್ದಾನೆ. ಈ ವಿಡಿಯೋ ಕೂಡ ಸಿಸಿಟಿವಿಯಲ್ಲಿ ಸೆರೆಯಾಗಿದೆ. ತಲೆಯನ್ನು ಕಸದ ತೊಟ್ಟಿಗೆ ಎಸೆದು ರಕ್ತ ಹರಿಯುತ್ತಿದ್ದ ಮಚ್ಚು ಹಿಡಿದು ಒಯ್ಯುವಾಗ ಆತನನ್ನ ಪೊಲೀಸರು ಬಂಧಿಸಿದ್ದಾರೆ. bbox=[599, 1471, 822, 1667]
article-heggade-dateline: ಮಂಗಳೂರು: bbox=[841, 748, 893, 761]
page-number: 2 bbox=[23, 0, 64, 90]
article-kesari-col3a: ಧರ್ಮಸ್ಥಳದಲ್ಲಿ ಬುರುಡೆ ಹುಡುಕಿದ್ದು ಆಯ್ತು, ಕಾಂಗ್ರೆಸ್ ನವರಿಗೆ ಮಾನ ಮರ್ಯಾದೆ ಬೇಡ್ವಾ..? ಮಸೀದಿಯಲ್ಲಿ ಬಾಂಬ್, ಕಲ್ಲು ಹೂತು ಹಾಕಿದ್ದಾರೆ ಅಂತೀನಿ. ನೀವು ಮಸೀದಿ ಬಗೆಯುತ್ತೀರಾ..? ನಿಮಗೆ ಈ ತಾಕತ್ ಇದೆಯಾ..? ಎಂದು ಅಶೋಕ್ ಸರ್ಕಾರಕ್ಕೆ ಸವಾಲ್ ಹಾಕಿದ್ರು. bbox=[1344, 1995, 1462, 2173]
article-kesari-dateline: ಮಂಡ್ಯ: bbox=[841, 1958, 871, 1971]
article-kesari-col1b: ಮದ್ದೂರಿನ ಬಿಜೆಪಿ ಕಚೇರಿಯಿಂದ ಶೋಭಾ ಯಾತ್ರೆ ಮೆರವಣಿಗೆ ಸಾಗಿತು. ಗಣೇಶನಿಗೆ ಪೂಜೆ ಮಾಡಿದ ಬಿಜೆಪಿ ರಾಜ್ಯಾಧ್ಯಕ್ಷ ಬಿವೈ ವಿಜಯೇಂದ್ರ, ಕಾರ್ಯಕರ್ತರ ಜೊತೆ ಹೆಜ್ಜೆದ್ರು. ಸಂಸದ ಯದುವೀರ್ ಒಡೆಯರ್, ಪರಿಷತ್ ಸದಸ್ಯ ಸಿಟಿ ರವಿ ಸೇರಿ ಹಲವರು ಭಾಗಿಯಾಗಿದ್ರು. bbox=[841, 2332, 958, 2510]
masthead-swoosh bbox=[160, 46, 596, 50]
issue-date: 12.9.2025 bbox=[345, 71, 411, 90]
brief-andre-headline: ಅಂದ್ರೆ ಬರಲೇಬೇಕು bbox=[81, 732, 227, 759]
header-hatch-divider bbox=[0, 92, 1469, 100]
article-seva-col-2: ಈ ಸಂದರ್ಭದಲ್ಲಿ ಮಲೆ ಮಹದೇಶ್ವರ ವನ್ಯಜೀವಿ ವಲಯದ ಉಪ ಅರಣ್ಯ ಸಂರಕ್ಷಣಾಧಿಕಾರಿ, ವಲಯ ಅರಣ್ಯಾಧಿಕಾರಿಗಳು ಹಾಗೂ ಸಿಬ್ಬಂದಿ ಹಾಜರಿದ್ದರು. ಗೌರವ ವಂದನೆ ಸಲ್ಲಿಸಲಾಯಿತು. bbox=[523, 351, 617, 508]
article-bjp-col-1: ಮದ್ದೂರು ಈಗ ಶಾಂತವಾಗಿದೆ. ಬಿಜೆಪಿ ಅವರು ಬಂದ್ ಮಾಡಿದ್ದೇ ಶಾಂತಿ ಕದಡೋಕೆ ಎಂದು ಸಚಿವ ಚೆಲುವರಾಯಸ್ವಾಮಿ ಬಿಜೆಪಿ ನಾಯಕರ ವಿರುದ್ಧ ವಾಗ್ದಾಳಿ ನಡೆಸಿದ್ದಾರೆ. ಮದ್ದೂರಿನ ಘಟನೆ ಬಗ್ಗೆ ಮಾತನಾಡಿದ ಅವರು, ಶಾಂತಿ ಸುವ್ಯವಸ್ಥೆ ಕಾಪಾಡುವುದು ಎಲ್ಲರ ಜವಾಬ್ದಾರಿ ಎಂದರು. bbox=[321, 739, 413, 990]
cont3-head-theft: ಕಳವು bbox=[687, 1816, 734, 1844]
article-kesari bbox=[835, 1627, 1467, 2510]
cont2-body-5: ರಾಷ್ಟ್ರೀಯ ಮತ್ತು ಅಂತಾರಾಷ್ಟ್ರೀಯ ಪ್ರೀಮಿಯಂ ಬ್ರ್ಯಾಂಡ್‌ಗಳು ದೆಹಲಿಯಲ್ಲಿ ಸುಲಭವಾಗಿ ಲಭ್ಯವಾಗುವಂತೆ ನೋಡಿಕೊಳ್ಳುವುದನ್ನು ಸಮಿತಿ ಪರಿಶೀಲಿಸುತ್ತಿದೆ. ಗ್ರಾಹಕರು ಹರಿಯಾಣ ಮತ್ತು ಯುಪಿಯತ್ತ ಮುಖ ಮಾಡುತ್ತಾರೆ, ಇದರಿಂದಾಗಿ ದೆಹಲಿಗೆ ಆದಾಯ ನಷ್ಟವಾಗುತ್ತಿದೆ ಎಂದು ತಿಳಿದುಬಂದಿದೆ. ಜೊತೆಗೆ ಜನನಿಬಿಡ ವಸತಿ ಪ್ರದೇಶಗಳಲ್ಲಿ ಮದ್ಯದ ಅಂಗಡಿಗಳ ಸಂಖ್ಯೆಯನ್ನು ಕಡಿಮೆ ಮಾಡಲು ಅಬಕಾರಿ ಇಲಾಖೆಗೆ ಸೂಚನೆ ನೀಡಿದೆ. bbox=[319, 1784, 581, 1908]
masthead-word-black: ಮುಗಿಲು bbox=[382, 2, 487, 44]
ganja-sacks-truck-photo bbox=[1260, 162, 1380, 324]
article-heggade-col-1: ನಮ್ಮ ಮೇಲೆ ಬಂದಿರುವ ಅಪವಾದಗಳು ಓಡಿ ಹೋಗುತ್ತವೆ ಎಂದು ಶ್ರೀಕ್ಷೇತ್ರ ಧರ್ಮಸ್ಥಳದ ಧರ್ಮಾಧಿಕಾರಿ ಡಾ. ಡಿ.ವೀರೇಂದ್ರ ಹೆಗ್ಗಡೆ ಹೇಳಿದರು. ಶ್ರೀಕ್ಷೇತ್ರ ಧರ್ಮಸ್ಥಳದ ಅಮೃತವರ್ಷಿಣಿ ಸಭಾಭವನದಲ್ಲಿ ನಡೆದ ಕಾರ್ಯಕ್ರಮದಲ್ಲಿ ಅವರು ಮಾತನಾಡಿದರು. bbox=[841, 748, 958, 926]
article-fir-body-1: ಗಣೇಶ ವಿಸರ್ಜನೆ ವೇಳೆ ಲಾಠಿ ಏಟು ತಿಂದಿದ್ದ ಮಹಿಳೆ ವಿರುದ್ಧ ಎಫ್‌ಐಆರ್ ದಾಖಲಾಗಿದೆ. ಮದ್ದೂರು ಠಾಣೆಯಲ್ಲಿ ಮಹಿಳೆ ಜ್ಯೋತಿ ವಿರುದ್ಧ ಪ್ರಕರಣ ದಾಖಲಿಸಲಾಗಿದ್ದು, ಪ್ರಚೋದನಕಾರಿ ಹೇಳಿಕೆ ನೀಡಿದ್ದಾರೆ ಎಂದು ಆರೋಪ ಮಾಡಿದ್ದಾರೆ. ಪರಸ್ಪರ ಕೋಮುಗಳ ನಡುವೆ ವೈಮನಸ್ಸು, ವೈರತ್ವಕ್ಕೆ ಉತ್ತೇಜನ ನೀಡುವ ಆರೋಪದಲ್ಲಿ ಎಫ್‌ಐಆರ್ ಆಗಿದೆ. bbox=[11, 170, 297, 327]
article-heggade bbox=[835, 635, 1467, 1208]
article-seva-col-3: ಅರಣ್ಯ ಅಧಿಕಾರಿಗಳು ಉತ್ತಮ ಸೇವೆ ಮಾಡಿ ಇಲಾಖೆಗೆ ಒಳ್ಳೆಯ ಹೆಸರು ತರಬೇಕು. ಕಾಡು ಮತ್ತು ವನ್ಯಜೀವಿ ರಕ್ಷಣೆ ನಮ್ಮೆಲ್ಲರ ಹೊಣೆ ಎಂದು ಕಿವಿಮಾತು ಹೇಳಿದರು. bbox=[726, 351, 819, 472]
article-ganja-body-2: ಉಡುಪಿಯ ಕಿನ್ನಿಮೂಲ್ಕಿ ಜಂಕ್ಷನ್‌ನಲ್ಲಿ ಲಾರಿಯನ್ನು ಅಡ್ಡ ಹಾಕಿದ ಪೊಲೀಸರು ತಪಾಸಣೆ ನಡೆಸಿದ್ದಾರೆ. ಗೋಣಿಯಲ್ಲಿ ಅನುಮಾನಾಸ್ಪದ ವಸ್ತು ಇರುವುದು ಪತ್ತೆಯಾಗಿದೆ. ತೆಗೆದು ನೋಡಿದಾಗ ಅದರಲ್ಲಿ ಬರೋಬ್ಬರಿ 65 ಕೆಜಿಗೂ ಅಧಿಕ ಗಾಂಜಾ ಪತ್ತೆಯಾಗಿದೆ. bbox=[841, 297, 1042, 384]
article-mysore-pak bbox=[835, 1211, 1467, 1624]
article-ganja-body-3: ಗಾಂಜಾ ಮೌಲ್ಯ 35 ಲಕ್ಷ ರೂಪಾಯಿ ಎಂದು ಅಂದಾಜಿಸಲಾಗಿದೆ. ಮಾರುಕಟ್ಟೆಯಲ್ಲಿ 50 ಲಕ್ಷ ತನಕ ಬೆಲೆ ಬಾಳುವ ಸಾಧ್ಯತೆ ಇದೆ ಎನ್ನಲಾಗಿದೆ. 20 ಲಕ್ಷ ಮೌಲ್ಯದ ಟ್ರಕ್ ಸಮೇತ ಒಟ್ಟು 72,21,520 ರೂಪಾಯಿ ಮೌಲ್ಯದ ವಸ್ತುಗಳನ್ನು ವಶಪಡಿಸಿಕೊಳ್ಳಲಾಗಿದೆ. ಇಬ್ಬರನ್ನು ವಶಕ್ಕೆ ಪಡೆದು ವಿಚಾರಣೆ ನಡೆಸಲಾಗುತ್ತಿದೆ ಎಂದು ಪೊಲೀಸರು ತಿಳಿಸಿದ್ದಾರೆ. bbox=[1260, 161, 1461, 413]
article-mpak-body-1: ಇತ್ತೀಚಿನ ದಿನಗಳಲ್ಲಿ ಎಲ್ಲಾ ತಿಂಡು ತಿನಿಸುಗಳಲ್ಲೂ ಅಪಾಯಕಾರಿ ಪದಾರ್ಥಗಳ ಕಲಬೆರಕೆ ಸಾಮಾನ್ಯವಾಗಿದೆ. ಹೊರಗೆ ಏನಪ್ಪಾ ತಿನ್ನೋದು ಅಂತ ಜನ ಗೊಣಗುತ್ತಿದ್ದಾರೆ. ಇದರ ನಡುವೆ ಹೋಟೆಲ್ ಹಾಗೂ ಬೇಕರಿಗಳಲ್ಲಿ ಆರೋಗ್ಯಕ್ಕೆ ಹಾನಿ ಉಂಟು ಮಾಡುವ ಕಲರ್‌ಗಳ ಬಳಕೆ ಹೆಚ್ಚಾಗಿದೆ ಎನ್ನಲಾಗ್ತಿದೆ. ಇದೀಗ ಸಾಲು ಸಾಲು ಹಬ್ಬಗಳು ಬರ್ತಿರುವ ಹಿನ್ನೆಲೆ ಸಿಹಿ ತಿನಿಸುಗಳ ಖರೀದಿ ಹೆಚ್ಚು, ಜನರು ಬಾಯಿ ಚಪ್ಪರಿಸಿಕೊಂಡು ತಿನ್ನೋ ಮೈಸೂರು ಪಾಕ್ ಕೂಡ ಡೇಂಜರ್ ಎನ್ನಲಾಗ್ತಿದೆ. ಆಹಾರ ಇಲಾಖೆಯ ಸರ್ವೆಯಲ್ಲಿ ಶಾಕಿಂಗ್ ಸುದ್ದಿ ಬಯಲಾಗಿದೆ. bbox=[841, 1265, 1139, 1388]
article-fir-body-2: ಮದ್ದೂರಿನಲ್ಲಿ ಗಣೇಶ ವಿಸರ್ಜನೆ ವೇಳೆ ಕಲ್ಲುತೂರಾಟ ನಡೆದಿತ್ತು. ಈ ಘಟನೆ ಉದ್ವಿಗ್ನತೆಗೆ ಕಾರಣವಾಗಿತ್ತು. ಮಾರನೇ ದಿನ ಸಾವಿರಾರು ಸಂಖ್ಯೆಯಲ್ಲಿ ಹಿಂದೂ ಕಾರ್ಯಕರ್ತರು ಜಮಾಯಿಸಿ ಪ್ರತಿಭಟನೆ ನಡೆಸಿದ್ದರು. ಈ ವೇಳೆ ಪೊಲೀಸರು ಲಾಠಿ ಚಾರ್ಜ್ ನಡೆಸಿದ್ದರು. ಆಗ ಮಹಿಳೆ ಜ್ಯೋತಿ ಕೂಡ ಲಾಠಿ ಏಟು ತಿಂದಿದ್ದರು. ಈ ದೃಶ್ಯದ ವೀಡಿಯೋ ಎಲ್ಲೆಡೆ ವೈರಲ್ ಆಗಿತ್ತು. ಪೊಲೀಸರ ನಡೆಗೆ ವ್ಯಾಪಕ ಖಂಡನೆ ವ್ಯಕ್ತವಾಗಿತ್ತು. bbox=[11, 339, 297, 442]
woman-portrait-photo bbox=[174, 170, 297, 274]
sunrise-palm-logo-icon bbox=[337, 5, 378, 41]
article-seva bbox=[313, 100, 827, 627]
brief-andre-body: ನಿಮ್ಮ ಭಕ್ತಿ ವಿಶೇಷವಾದದ್ದು, ಬಡತನ ಹೋಗಲಾಡಿಸಬೇಕೆಂಬುದು ನಮ್ಮ ಗುರಿ. ಗ್ರಾಮೀಣ ಅಭಿವೃದ್ಧಿಯಿಂದ ಮಹಿಳೆಯರಿಗೆ ಶಕ್ತಿ ನೀಡಬೇಕು. ಹಾಗೇ ಪುರುಷರ ಸ್ವಸಹಾಯ ಸಂಘವನ್ನು ಮಾಡಿದ್ದೇವೆ. ಹಿಂದೂ ಧರ್ಮ ಸನಾತನ ಧರ್ಮ ಉಳಿಯಲಿ ಎಂದು ನಿನ್ನೆ ನಡೆದ ಕಾರ್ಯಕ್ರಮದಲ್ಲಿ ಧರ್ಮಸ್ಥಳ ವಿರೇಂದ್ರ ಹೆಗ್ಗಡೆ ಮಾತಾಡಿದ್ದಾರೆ. bbox=[11, 770, 297, 869]
brief-cp-body: ಅವರ ಎದುರಾಳಿ, ಆಪ್ ಇಂಡಿಯಾ ಬ್ಲಾಕ್‌ನ ನಾಮನಿರ್ದೇಶಿತ ಮತ್ತು ಮಾಜಿ ಸುಪ್ರೀಂ ಕೋರ್ಟ್ ನ್ಯಾಯಾಧೀಶ ಬಿ. ಸುದರ್ಶನ್ ರೆಡ್ಡಿ 300 ಮತಗಳನ್ನು ಗಳಿಸಿದ್ದರು. ಸೆಪ್ಟೆಂಬರ್ 9ರಂದು ಉಪರಾಷ್ಟ್ರಪತಿ ಚುನಾವಣೆ ನಡೆದಿತ್ತು. ಅಂದೇ ರಾತ್ರಿ ಫಲಿತಾಂಶ ಪ್ರಕಟವಾಗಿತ್ತು. bbox=[11, 1206, 297, 1284]
